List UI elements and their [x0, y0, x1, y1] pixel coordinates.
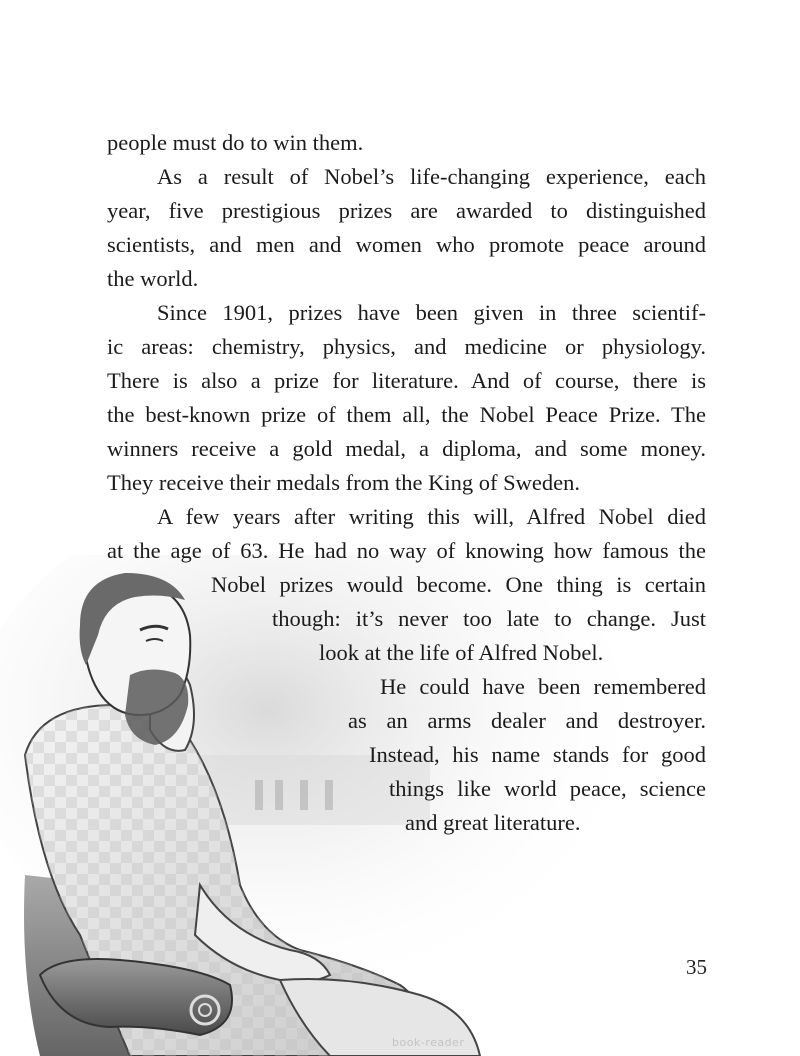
text-line: They receive their medals from the King of Sweden.	[107, 470, 580, 495]
text-line: as an arms dealer and destroyer.	[348, 708, 706, 733]
text-line: look at the life of Alfred Nobel.	[319, 640, 604, 665]
text-line: year, five prestigious prizes are awarded to distinguished	[107, 198, 706, 223]
text-line: the world.	[107, 266, 199, 291]
page-number: 35	[686, 955, 707, 979]
text-line: at the age of 63. He had no way of knowing how famous the	[107, 538, 706, 563]
text-line: ic areas: chemistry, physics, and medicine or physiology.	[107, 334, 706, 359]
text-line: people must do to win them.	[107, 130, 364, 155]
text-line: though: it’s never too late to change. Just	[272, 606, 706, 631]
text-line: things like world peace, science	[389, 776, 706, 801]
text-line: Nobel prizes would become. One thing is certain	[211, 572, 706, 597]
text-line: A few years after writing this will, Alfred Nobel died	[157, 504, 706, 529]
text-line: Instead, his name stands for good	[369, 742, 706, 767]
text-line: Since 1901, prizes have been given in three scientif-	[157, 300, 706, 325]
text-line: the best-known prize of them all, the Nobel Peace Prize. The	[107, 402, 706, 427]
text-line: As a result of Nobel’s life-changing experience, each	[157, 164, 706, 189]
text-line: There is also a prize for literature. And of course, there is	[107, 368, 706, 393]
text-line: He could have been remembered	[380, 674, 706, 699]
text-line: winners receive a gold medal, a diploma, and some money.	[107, 436, 706, 461]
text-line: scientists, and men and women who promote peace around	[107, 232, 706, 257]
watermark: book-reader	[392, 1036, 465, 1049]
text-line: and great literature.	[405, 810, 581, 835]
